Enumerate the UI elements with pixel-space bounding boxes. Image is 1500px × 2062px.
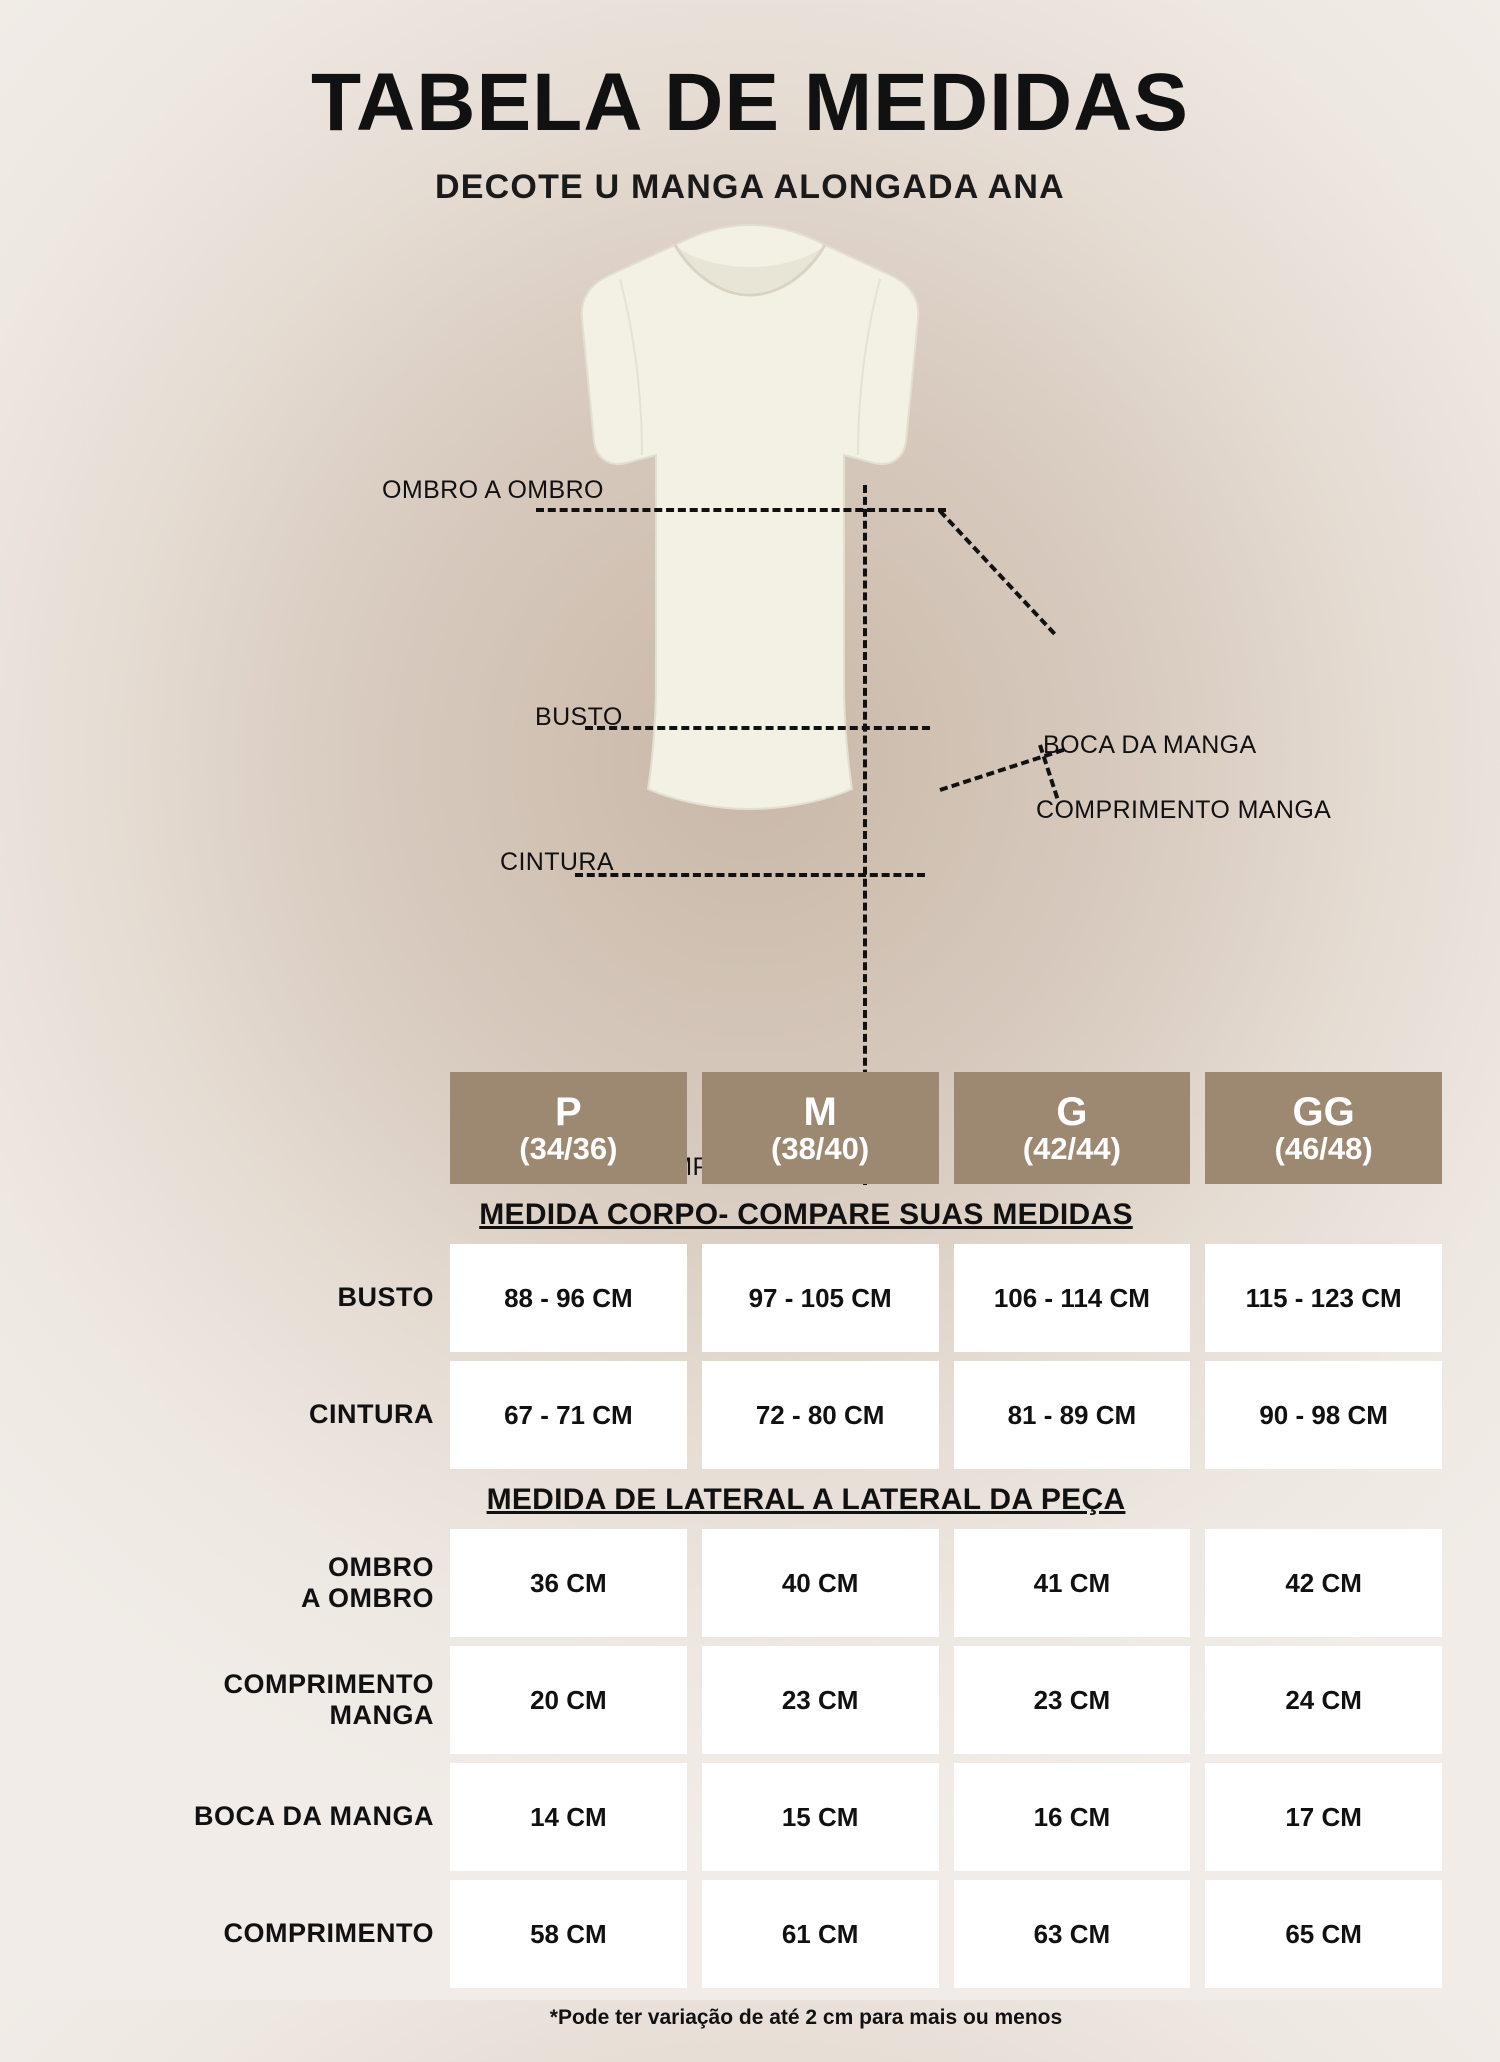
label-sleeve-length: COMPRIMENTO MANGA	[1036, 796, 1332, 824]
table-row	[0, 1880, 1500, 1988]
measurements-table	[0, 1072, 1500, 2030]
cell-comprimento-manga-p: 20 CM	[450, 1646, 687, 1754]
guide-bust	[585, 726, 930, 730]
cell-boca-manga-m: 15 CM	[702, 1763, 939, 1871]
size-column-m	[702, 1072, 939, 1184]
size-label: M	[803, 1089, 837, 1134]
size-range: (38/40)	[771, 1130, 870, 1166]
cell-boca-manga-gg: 17 CM	[1205, 1763, 1442, 1871]
cell-cintura-g: 81 - 89 CM	[954, 1361, 1191, 1469]
table-row	[0, 1529, 1500, 1637]
label-waist: CINTURA	[500, 848, 614, 876]
cell-comprimento-manga-g: 23 CM	[954, 1646, 1191, 1754]
tshirt-illustration	[420, 223, 1080, 813]
table-row	[0, 1244, 1500, 1352]
row-label-line-1: OMBRO	[328, 1551, 434, 1582]
cell-comprimento-manga-m: 23 CM	[702, 1646, 939, 1754]
label-shoulder-to-shoulder: OMBRO A OMBRO	[382, 476, 604, 504]
page-title: TABELA DE MEDIDAS	[311, 57, 1189, 148]
size-column-gg	[1205, 1072, 1442, 1184]
cell-cintura-p: 67 - 71 CM	[450, 1361, 687, 1469]
cell-busto-m: 97 - 105 CM	[702, 1244, 939, 1352]
row-label-comprimento: COMPRIMENTO	[223, 1918, 434, 1949]
cell-comprimento-manga-gg: 24 CM	[1205, 1646, 1442, 1754]
row-label-cintura: CINTURA	[309, 1399, 434, 1430]
cell-cintura-m: 72 - 80 CM	[702, 1361, 939, 1469]
cell-comprimento-gg: 65 CM	[1205, 1880, 1442, 1988]
cell-busto-p: 88 - 96 CM	[450, 1244, 687, 1352]
cell-ombro-gg: 42 CM	[1205, 1529, 1442, 1637]
label-bust: BUSTO	[535, 703, 623, 731]
label-sleeve-opening: BOCA DA MANGA	[1043, 731, 1257, 759]
cell-busto-gg: 115 - 123 CM	[1205, 1244, 1442, 1352]
cell-boca-manga-p: 14 CM	[450, 1763, 687, 1871]
size-range: (42/44)	[1022, 1130, 1121, 1166]
size-label: P	[555, 1089, 582, 1134]
size-chart-page	[0, 57, 1500, 2062]
row-label-comprimento-manga	[0, 1646, 450, 1754]
row-label-ombro-a-ombro	[0, 1529, 450, 1637]
table-size-header-row	[0, 1072, 1500, 1184]
size-column-p	[450, 1072, 687, 1184]
section-title-garment-measurements: MEDIDA DE LATERAL A LATERAL DA PEÇA	[486, 1483, 1126, 1516]
table-row	[0, 1361, 1500, 1469]
cell-boca-manga-g: 16 CM	[954, 1763, 1191, 1871]
table-row	[0, 1646, 1500, 1754]
section-title-body-measurements: MEDIDA CORPO- COMPARE SUAS MEDIDAS	[479, 1198, 1133, 1231]
size-column-g	[954, 1072, 1191, 1184]
cell-cintura-gg: 90 - 98 CM	[1205, 1361, 1442, 1469]
garment-diagram	[0, 223, 1500, 876]
cell-comprimento-g: 63 CM	[954, 1880, 1191, 1988]
cell-ombro-m: 40 CM	[702, 1529, 939, 1637]
cell-comprimento-p: 58 CM	[450, 1880, 687, 1988]
size-range: (34/36)	[519, 1130, 618, 1166]
row-label-line-1: COMPRIMENTO	[223, 1668, 434, 1699]
row-label-line-2: A OMBRO	[301, 1583, 434, 1613]
row-label-line-2: MANGA	[329, 1700, 434, 1730]
row-label-boca-da-manga: BOCA DA MANGA	[194, 1801, 434, 1832]
tshirt-shape	[420, 223, 1080, 813]
size-header-spacer	[0, 1072, 450, 1184]
size-label: G	[1056, 1089, 1088, 1134]
size-label: GG	[1292, 1089, 1355, 1134]
cell-ombro-p: 36 CM	[450, 1529, 687, 1637]
footnote: *Pode ter variação de até 2 cm para mais ou menos	[549, 2006, 1063, 2029]
table-row	[0, 1763, 1500, 1871]
guide-shoulder	[536, 508, 946, 512]
guide-waist	[575, 873, 925, 877]
row-label-busto: BUSTO	[337, 1282, 434, 1313]
cell-busto-g: 106 - 114 CM	[954, 1244, 1191, 1352]
cell-ombro-g: 41 CM	[954, 1529, 1191, 1637]
size-range: (46/48)	[1274, 1130, 1373, 1166]
page-subtitle: DECOTE U MANGA ALONGADA ANA	[435, 168, 1065, 206]
cell-comprimento-m: 61 CM	[702, 1880, 939, 1988]
